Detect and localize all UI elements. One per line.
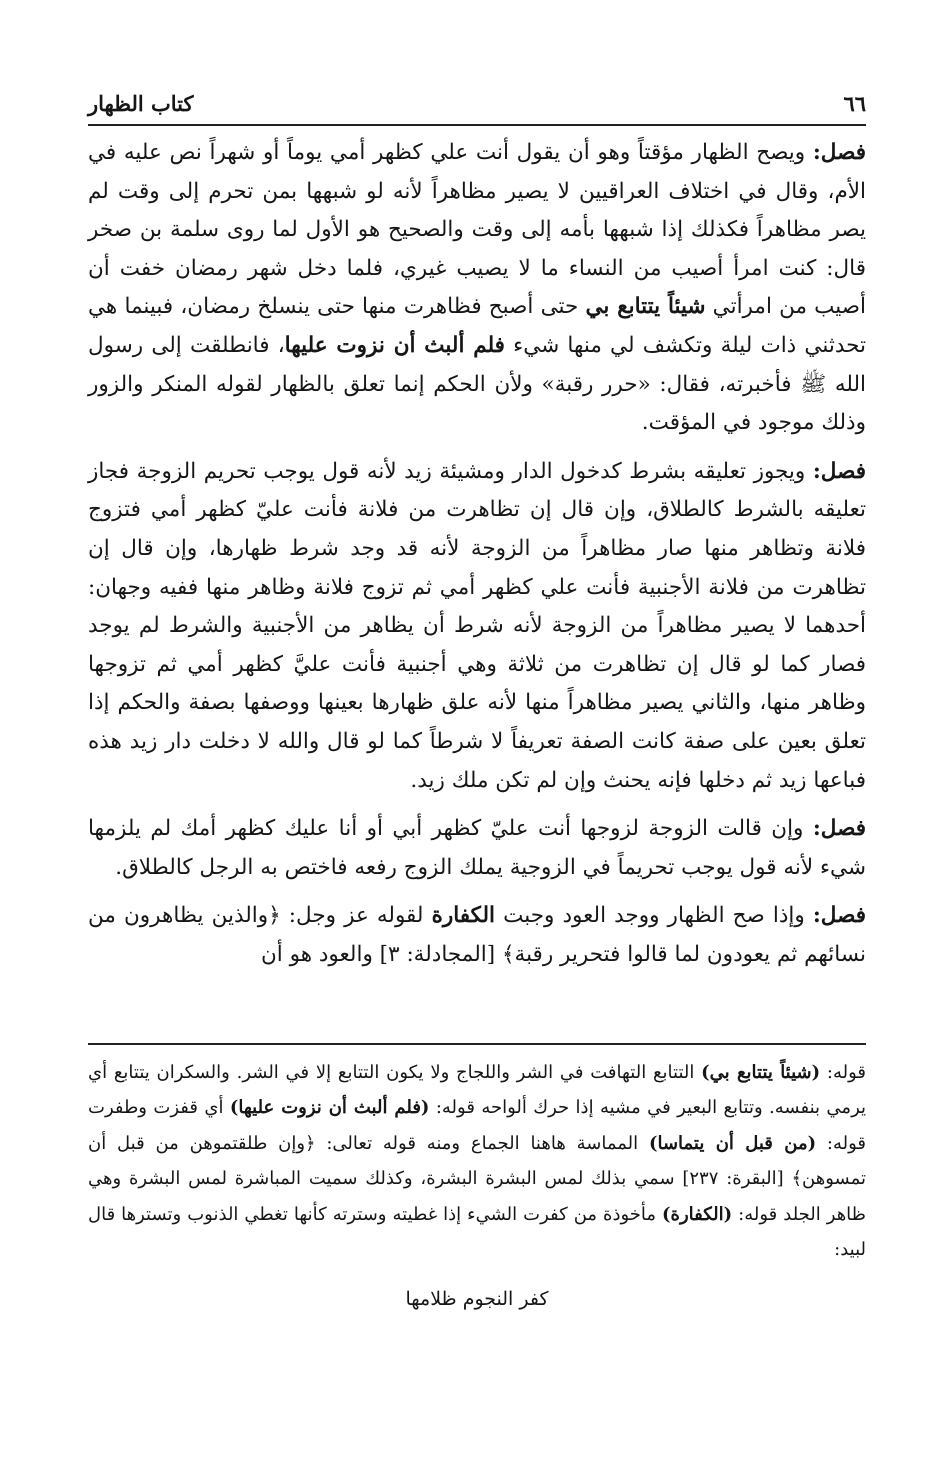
- text-run: لقوله عز وجل: ﴿والذين يظاهرون من نسائهم ثم يعودون لما قالوا فتحرير رقبة﴾ [المجادلة: ٣] والعود هو أن: [88, 903, 866, 967]
- text-run: ويصح الظهار مؤقتاً وهو أن يقول أنت علي كظهر أمي يوماً أو شهراً نص عليه في الأم، وقال في اختلاف العراقيين لا يصير مظاهراً لأنه لو شبهها بمن تحرم إلى وقت لم يصر مظاهراً فكذلك إذا شبهها بأمه إلى وقت والصحيح هو الأول لما روى سلمة بن صخر قال: كنت امرأ أصيب من النساء ما لا يصيب غيري، فلما دخل شهر رمضان خفت أن أصيب من امرأتي: [88, 140, 866, 320]
- section-label: فصل:: [812, 458, 866, 484]
- text-run: ويجوز تعليقه بشرط كدخول الدار ومشيئة زيد لأنه قول يوجب تحريم الزوجة فجاز تعليقه بالشرط كالطلاق، وإن قال إن تظاهرت من فلانة فأنت عليّ كظهر أمي فتزوج فلانة وتظاهر منها صار مظاهراً من الزوجة لأنه قد وجد شرط ظهارها، وإن قال إن تظاهرت من فلانة الأجنبية فأنت علي كظهر أمي ثم تزوج فلانة وظاهر منها ففيه وجهان: أحدهما لا يصير مظاهراً من الزوجة لأنه شرط أن يظاهر من الأجنبية والشرط لم يوجد فصار كما لو قال إن تظاهرت من ثلاثة وهي أجنبية فأنت عليَّ كظهر أمي ثم تزوجها وظاهر منها، والثاني يصير مظاهراً منها لأنه علق ظهارها بعينها ووصفها بصفة والحكم إذا تعلق بعين على صفة كانت الصفة تعريفاً لا شرطاً كما لو قال والله لا دخلت دار زيد هذه فباعها زيد ثم دخلها فإنه يحنث وإن لم تكن ملك زيد.: [88, 458, 866, 793]
- bold-phrase: (من قبل أن يتماسا): [648, 1132, 817, 1154]
- text-run: المماسة هاهنا الجماع ومنه قوله تعالى: ﴿وإن طلقتموهن من قبل أن تمسوهن﴾ [البقرة: ٢٣٧] سمي بذلك لمس البشرة البشرة، وكذلك سميت المباشرة لمس البشرة وهي ظاهر الجلد قوله:: [88, 1132, 866, 1225]
- section-label: فصل:: [812, 816, 866, 842]
- section-label: فصل:: [812, 140, 866, 165]
- footnote-paragraph: [88, 1055, 866, 1267]
- main-text: [88, 134, 866, 984]
- text-run: ، فانطلقت إلى رسول الله ﷺ فأخبرته، فقال: «حرر رقبة» ولأن الحكم إنما تعلق بالظهار لقوله المنكر والزور وذلك موجود في المؤقت.: [88, 332, 866, 436]
- text-run: التتابع التهافت في الشر واللجاج ولا يكون التتابع إلا في الشر. والسكران يتتابع أي يرمي بنفسه. وتتابع البعير في مشيه إذا حرك ألواحه قوله:: [88, 1062, 867, 1119]
- page-header: [88, 84, 866, 122]
- footnote-rule: [88, 1043, 866, 1045]
- footnote: [88, 1055, 866, 1267]
- bold-phrase: (شيئاً يتتابع بي): [701, 1062, 821, 1083]
- poetry-verse: كفر النجوم ظلامها: [405, 1288, 549, 1310]
- bold-phrase: (فلم ألبث أن نزوت عليها): [229, 1097, 430, 1119]
- section-paragraph: [88, 897, 866, 974]
- section-paragraph: [88, 453, 866, 800]
- page-number: ٦٦: [843, 90, 866, 116]
- bold-phrase: (الكفارة): [662, 1203, 733, 1225]
- section-paragraph: [88, 134, 866, 443]
- text-run: مأخوذة من كفرت الشيء إذا غطيته وسترته كأنها تغطي الذنوب وتسترها قال لبيد:: [88, 1203, 866, 1261]
- text-run: وإن قالت الزوجة لزوجها أنت عليّ كظهر أبي أو أنا عليك كظهر أمك لم يلزمها شيء لأنه قول يوجب تحريماً في الزوجية يملك الزوج رفعه فاختص به الرجل كالطلاق.: [88, 816, 866, 880]
- text-run: قوله:: [820, 1062, 866, 1083]
- running-title: كتاب الظهار: [88, 90, 194, 116]
- text-run: وإذا صح الظهار ووجد العود وجبت: [495, 903, 813, 929]
- header-rule: [88, 124, 866, 126]
- text-run: حتى أصبح فظاهرت منها حتى ينسلخ رمضان، فبينما هي تحدثني ذات ليلة وتكشف لي منها شيء: [88, 294, 866, 358]
- bold-phrase: فلم ألبث أن نزوت عليها: [284, 332, 505, 358]
- bold-phrase: الكفارة: [431, 903, 496, 929]
- section-label: فصل:: [812, 903, 867, 929]
- text-run: أي قفزت وطفرت قوله:: [88, 1097, 867, 1154]
- section-paragraph: [88, 810, 866, 887]
- bold-phrase: شيئاً يتتابع بي: [585, 294, 706, 320]
